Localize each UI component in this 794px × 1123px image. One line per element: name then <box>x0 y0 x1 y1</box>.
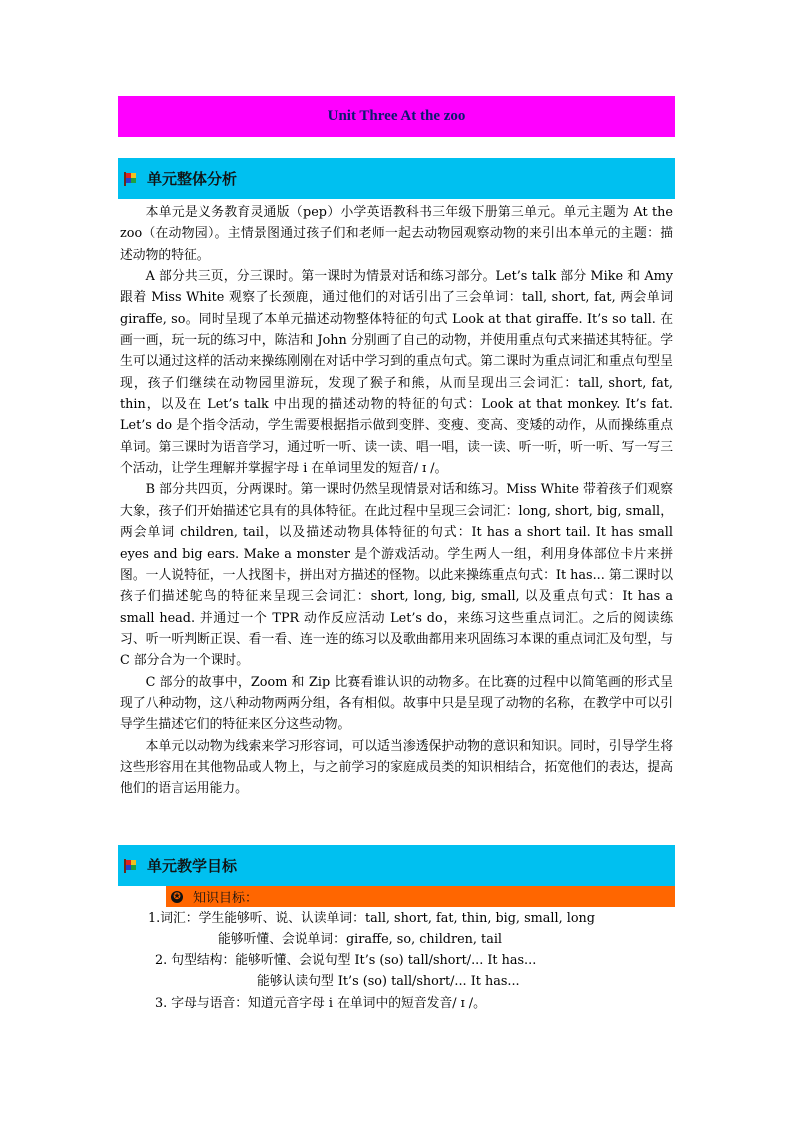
knowledge-goals-bar <box>166 886 675 907</box>
flag-icon <box>122 858 138 874</box>
goal-line: 能够听懂、会说单词：giraffe, so, children, tail <box>218 932 503 947</box>
paragraph: A 部分共三页，分三课时。第一课时为情景对话和练习部分。Let’s talk 部分 Mike 和 Amy 跟着 Miss White 观察了长颈鹿，通过他们的对话引出了三会单词：tall, short, fat, 两会单词 giraffe, so。同时呈现了本单元描述动物整体特征的句式 Look at that giraffe. It’s so tall. 在画一画，玩一玩的练习中，陈洁和 John 分别画了自己的动物，并使用重点句式来描述其特征。学生可以通过这样的活动来操练刚刚在对话中学习到的重点句式。第二课时为重点词汇和重点句型呈现，孩子们继续在动物园里游玩，发现了猴子和熊，从而呈现出三会词汇：tall, short, fat, thin，以及在 Let’s talk 中出现的描述动物的特征的句式：Look at that monkey. It’s fat. Let’s do 是个指令活动，学生需要根据指示做到变胖、变瘦、变高、变矮的动作，从而操练重点单词。第三课时为语音学习，通过听一听、读一读、唱一唱，读一读、听一听，听一听、写一写三个活动，让学生理解并掌握字母 i 在单词里发的短音/ ɪ /。 <box>120 269 673 477</box>
goal-line: 能够认读句型 It’s (so) tall/short/... It has... <box>257 974 520 989</box>
section-heading: 单元整体分析 <box>147 170 238 188</box>
star-bullet-icon: ✪ <box>171 891 183 903</box>
goal-line: 3. 字母与语音：知道元音字母 i 在单词中的短音发音/ ɪ /。 <box>155 996 486 1011</box>
flag-icon <box>122 171 138 187</box>
goal-line: 1.词汇：学生能够听、说、认读单词：tall, short, fat, thin, big, small, long <box>148 911 595 926</box>
paragraph: C 部分的故事中，Zoom 和 Zip 比赛看谁认识的动物多。在比赛的过程中以简笔画的形式呈现了八种动物，这八种动物两两分组，各有相似。故事中只是呈现了动物的名称，在教学中可以引导学生描述它们的特征来区分这些动物。 <box>120 674 673 733</box>
section-heading: 单元教学目标 <box>147 857 238 875</box>
section-header-analysis <box>118 158 675 199</box>
paragraph: 本单元以动物为线索来学习形容词，可以适当渗透保护动物的意识和知识。同时，引导学生将这些形容用在其他物品或人物上，与之前学习的家庭成员类的知识相结合，拓宽他们的表达，提高他们的语言运用能力。 <box>120 738 673 797</box>
document-title: Unit Three At the zoo <box>327 108 466 124</box>
analysis-body <box>120 202 673 800</box>
paragraph: 本单元是义务教育灵通版（pep）小学英语教科书三年级下册第三单元。单元主题为 At the zoo（在动物园）。主情景图通过孩子们和老师一起去动物园观察动物的来引出本单元的主题：描述动物的特征。 <box>120 205 673 263</box>
title-bar <box>118 96 675 137</box>
subheading: 知识目标： <box>193 891 259 906</box>
section-header-goals <box>118 845 675 886</box>
paragraph: B 部分共四页，分两课时。第一课时仍然呈现情景对话和练习。Miss White 带着孩子们观察大象，孩子们开始描述它具有的具体特征。在此过程中呈现三会词汇：long, short, big, small，两会单词 children, tail，以及描述动物具体特征的句式：It has a short tail. It has small eyes and big ears. Make a monster 是个游戏活动。学生两人一组，利用身体部位卡片来拼图。一人说特征，一人找图卡，拼出对方描述的怪物。以此来操练重点句式：It has... 第二课时以孩子们描述鸵鸟的特征来呈现三会词汇：short, long, big, small, 以及重点句式：It has a small head. 并通过一个 TPR 动作反应活动 Let’s do，来练习这些重点词汇。之后的阅读练习、听一听判断正误、看一看、连一连的练习以及歌曲都用来巩固练习本课的重点词汇及句型，与 C 部分合为一个课时。 <box>120 482 673 669</box>
goal-line: 2. 句型结构：能够听懂、会说句型 It’s (so) tall/short/... It has... <box>155 953 537 968</box>
